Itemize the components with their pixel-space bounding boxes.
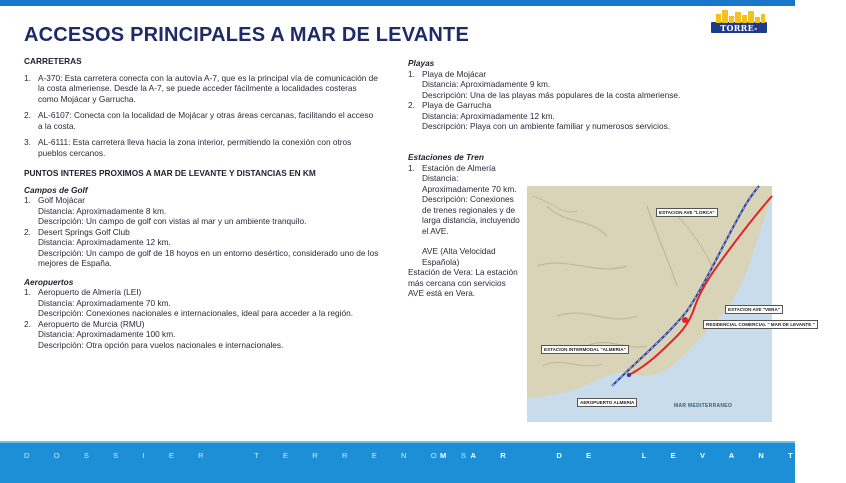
- map-label-residencial: RESIDENCIAL COMERCIAL " MAR DE LEVANTE ": [703, 320, 818, 329]
- left-column: [24, 56, 379, 350]
- road-text: AL-6107: Conecta con la localidad de Mojácar y otras áreas cercanas, facilitando el acceso a la costa.: [38, 110, 374, 131]
- item-description: Descripción: Un campo de golf de 18 hoyos en un entorno desértico, considerado uno de los mejores de España.: [38, 247, 379, 268]
- airport-item: [24, 319, 379, 351]
- map-label-aeropuerto: AEROPUERTO ALMERIA: [577, 398, 637, 407]
- item-distance: Distancia: Aproximadamente 8 km.: [38, 205, 167, 216]
- item-number: 2.: [408, 100, 415, 110]
- item-distance: Distancia: Aproximadamente 12 km.: [38, 237, 171, 247]
- item-name: Estación de Almería: [422, 162, 496, 173]
- train-item: [408, 163, 520, 268]
- map-label-lorca: ESTACION AVE "LORCA": [656, 208, 718, 217]
- beach-item: [408, 69, 738, 101]
- map-label-almeria: ESTACION INTERMODAL "ALMERIA": [541, 345, 629, 354]
- carreteras-heading: CARRETERAS: [24, 56, 82, 66]
- footer-right-text: MAR DE LEVANTE: [440, 451, 846, 460]
- item-name: Desert Springs Golf Club: [38, 226, 130, 237]
- tren-heading: Estaciones de Tren: [408, 152, 484, 162]
- ave-note: AVE (Alta Velocidad Española): [422, 246, 496, 267]
- item-distance: Distancia: Aproximadamente 70 km.: [38, 297, 171, 308]
- road-item: [24, 73, 379, 105]
- road-number: 2.: [24, 110, 31, 120]
- item-number: 1.: [408, 162, 415, 173]
- item-number: 1.: [24, 195, 31, 205]
- map-label-sea: MAR MEDITERRANEO: [674, 403, 733, 409]
- item-number: 2.: [24, 318, 31, 329]
- item-number: 2.: [24, 226, 31, 237]
- item-number: 1.: [24, 287, 31, 297]
- road-text: AL-6111: Esta carretera lleva hacia la zona interior, permitiendo la conexión con otros pueblos cercanos.: [38, 137, 352, 158]
- footer-left-text: DOSSIER TERRENOS: [24, 451, 491, 460]
- road-number: 3.: [24, 137, 31, 147]
- top-accent-bar: [0, 0, 795, 6]
- footer-bar: [0, 441, 795, 483]
- puntos-heading: PUNTOS INTERES PROXIMOS A MAR DE LEVANTE Y DISTANCIAS EN KM: [24, 168, 316, 178]
- item-name: Golf Mojácar: [38, 195, 86, 205]
- beach-item: [408, 100, 738, 132]
- item-description: Descripción: Conexiones nacionales e internacionales, ideal para acceder a la región.: [38, 308, 354, 318]
- item-distance: Distancia: Aproximadamente 70 km.: [422, 173, 517, 194]
- map-graphic: [527, 186, 772, 422]
- map-label-vera: ESTACION AVE "VERA": [725, 305, 783, 314]
- road-number: 1.: [24, 72, 31, 83]
- item-name: Aeropuerto de Almería (LEI): [38, 287, 142, 297]
- item-number: 1.: [408, 68, 415, 79]
- vera-station: [408, 267, 520, 299]
- golf-item: [24, 195, 379, 227]
- road-text: A-370: Esta carretera conecta con la autovía A-7, que es la principal vía de comunicación de la costa almeriense. Desde la A-7, se puede acceder fácilmente a localidades costeras como Mojácar y Garrucha.: [38, 72, 378, 104]
- item-description: Descripción: Otra opción para vuelos nacionales e internacionales.: [38, 339, 284, 350]
- location-map: [527, 186, 815, 422]
- item-description: Descripción: Un campo de golf con vistas al mar y un ambiente tranquilo.: [38, 216, 307, 226]
- aeropuertos-heading: Aeropuertos: [24, 276, 74, 287]
- item-name: Playa de Garrucha: [422, 100, 492, 110]
- item-distance: Distancia: Aproximadamente 9 km.: [422, 79, 551, 89]
- item-distance: Distancia: Aproximadamente 100 km.: [38, 329, 176, 339]
- item-name: Aeropuerto de Murcia (RMU): [38, 318, 145, 329]
- airport-item: [24, 287, 379, 319]
- vera-station-text: Estación de Vera: La estación más cercana con servicios AVE está en Vera.: [408, 267, 518, 298]
- golf-heading: Campos de Golf: [24, 184, 88, 195]
- item-description: Descripción: Conexiones de trenes regionales y de larga distancia, incluyendo el AVE.: [422, 194, 520, 236]
- road-item: [24, 137, 379, 158]
- road-item: [24, 110, 379, 131]
- playas-heading: Playas: [408, 58, 435, 68]
- playas-section: [408, 58, 738, 132]
- logo-text: TORRE-FER: [720, 23, 758, 43]
- item-distance: Distancia: Aproximadamente 12 km.: [422, 110, 555, 121]
- item-description: Descripción: Playa con un ambiente familiar y numerosos servicios.: [422, 121, 671, 131]
- torre-fer-logo: [710, 8, 768, 43]
- footer-accent-line: [0, 441, 795, 443]
- item-name: Playa de Mojácar: [422, 68, 487, 79]
- page-title: ACCESOS PRINCIPALES A MAR DE LEVANTE: [24, 24, 470, 46]
- tren-section: [408, 152, 520, 299]
- item-description: Descripción: Una de las playas más populares de la costa almeriense.: [422, 89, 681, 100]
- golf-item: [24, 227, 379, 269]
